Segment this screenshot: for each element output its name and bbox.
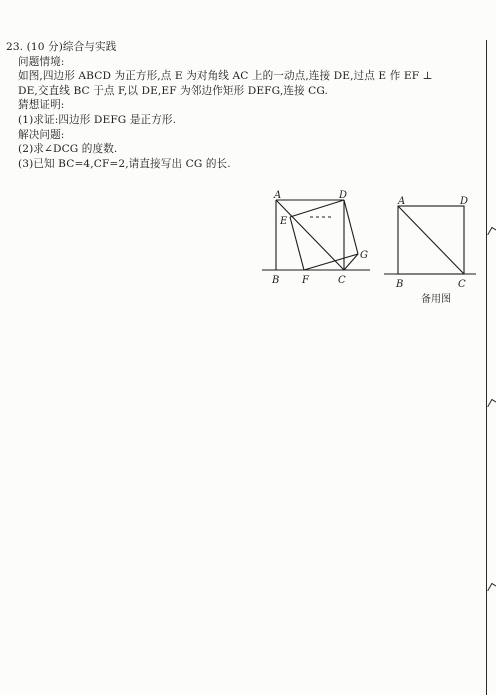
label-E: E	[280, 216, 288, 227]
spare-geometry-figure	[380, 192, 480, 292]
margin-mark-2	[487, 399, 496, 410]
segment-EF	[290, 217, 304, 270]
section-context-heading: 问题情境:	[18, 55, 65, 68]
label-A: A	[274, 190, 282, 201]
section-solve-heading: 解决问题:	[18, 128, 65, 141]
context-text-line-1: 如图,四边形 ABCD 为正方形,点 E 为对角线 AC 上的一动点,连接 DE,过点 E 作 EF ⊥	[18, 70, 433, 83]
margin-mark-3	[487, 583, 496, 594]
question-1: (1)求证:四边形 DEFG 是正方形.	[18, 113, 177, 126]
main-geometry-figure	[258, 186, 378, 290]
spare-figure-caption: 备用图	[421, 294, 451, 305]
label-F: F	[302, 275, 309, 286]
spare-diagonal-AC	[398, 206, 464, 274]
binding-margin-line	[486, 40, 487, 695]
problem-header: 23. (10 分)综合与实践	[6, 41, 117, 53]
segment-DE	[290, 200, 344, 217]
label-C: C	[338, 275, 346, 286]
spare-label-C: C	[458, 279, 466, 290]
section-proof-heading: 猜想证明:	[18, 99, 65, 112]
margin-mark-1	[487, 227, 496, 238]
context-text-line-2: DE,交直线 BC 于点 F,以 DE,EF 为邻边作矩形 DEFG,连接 CG.	[18, 84, 328, 97]
label-B: B	[272, 275, 280, 286]
spare-label-B: B	[396, 279, 404, 290]
question-2: (2)求∠DCG 的度数.	[18, 143, 118, 156]
problem-23	[6, 40, 484, 171]
label-G: G	[360, 250, 368, 261]
question-3: (3)已知 BC=4,CF=2,请直接写出 CG 的长.	[18, 157, 231, 170]
spare-label-D: D	[460, 196, 469, 207]
spare-label-A: A	[398, 196, 406, 207]
label-D: D	[339, 190, 348, 201]
segment-GD	[344, 200, 358, 254]
